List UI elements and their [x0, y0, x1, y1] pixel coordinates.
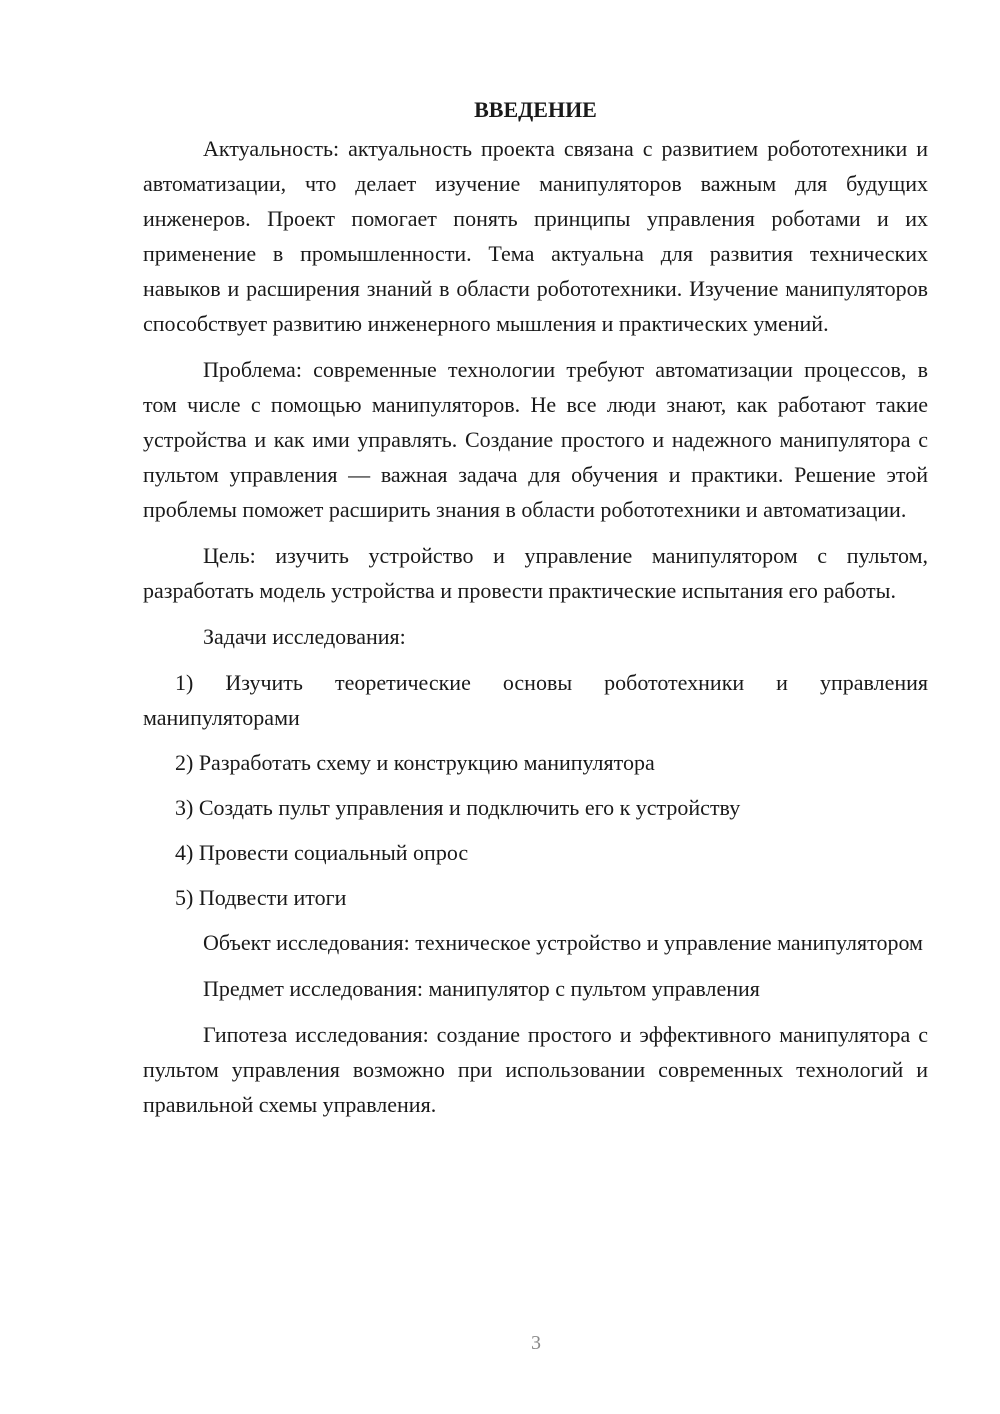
list-item-task-1: 1) Изучить теоретические основы робототехники и управления манипуляторами [143, 670, 928, 730]
list-item-task-5: 5) Подвести итоги [175, 885, 347, 910]
list-item-task-3: 3) Создать пульт управления и подключить его к устройству [175, 795, 741, 820]
paragraph-subject: Предмет исследования: манипулятор с пультом управления [203, 976, 760, 1001]
tasks-heading: Задачи исследования: [203, 624, 406, 649]
page-number: 3 [531, 1332, 541, 1354]
paragraph-object: Объект исследования: техническое устройство и управление манипулятором [203, 930, 923, 955]
paragraph-problem: Проблема: современные технологии требуют автоматизации процессов, в том числе с помощью манипуляторов. Не все люди знают, как работают такие устройства и как ими управлять. Создание простого и надежного манипулятора с пультом управления — важная задача для обучения и практики. Решение этой проблемы поможет расширить знания в области робототехники и автоматизации. [143, 357, 928, 522]
paragraph-relevance: Актуальность: актуальность проекта связана с развитием робототехники и автоматизации, что делает изучение манипуляторов важным для будущих инженеров. Проект помогает понять принципы управления роботами и их применение в промышленности. Тема актуальна для развития технических навыков и расширения знаний в области робототехники. Изучение манипуляторов способствует развитию инженерного мышления и практических умений. [143, 136, 928, 336]
paragraph-goal: Цель: изучить устройство и управление манипулятором с пультом, разработать модель устройства и провести практические испытания его работы. [143, 543, 928, 603]
paragraph-hypothesis: Гипотеза исследования: создание простого и эффективного манипулятора с пультом управления возможно при использовании современных технологий и правильной схемы управления. [143, 1022, 928, 1117]
list-item-task-4: 4) Провести социальный опрос [175, 840, 469, 865]
list-item-task-2: 2) Разработать схему и конструкцию манипулятора [175, 750, 655, 775]
document-page [143, 92, 928, 1133]
page-title: ВВЕДЕНИЕ [474, 97, 597, 122]
